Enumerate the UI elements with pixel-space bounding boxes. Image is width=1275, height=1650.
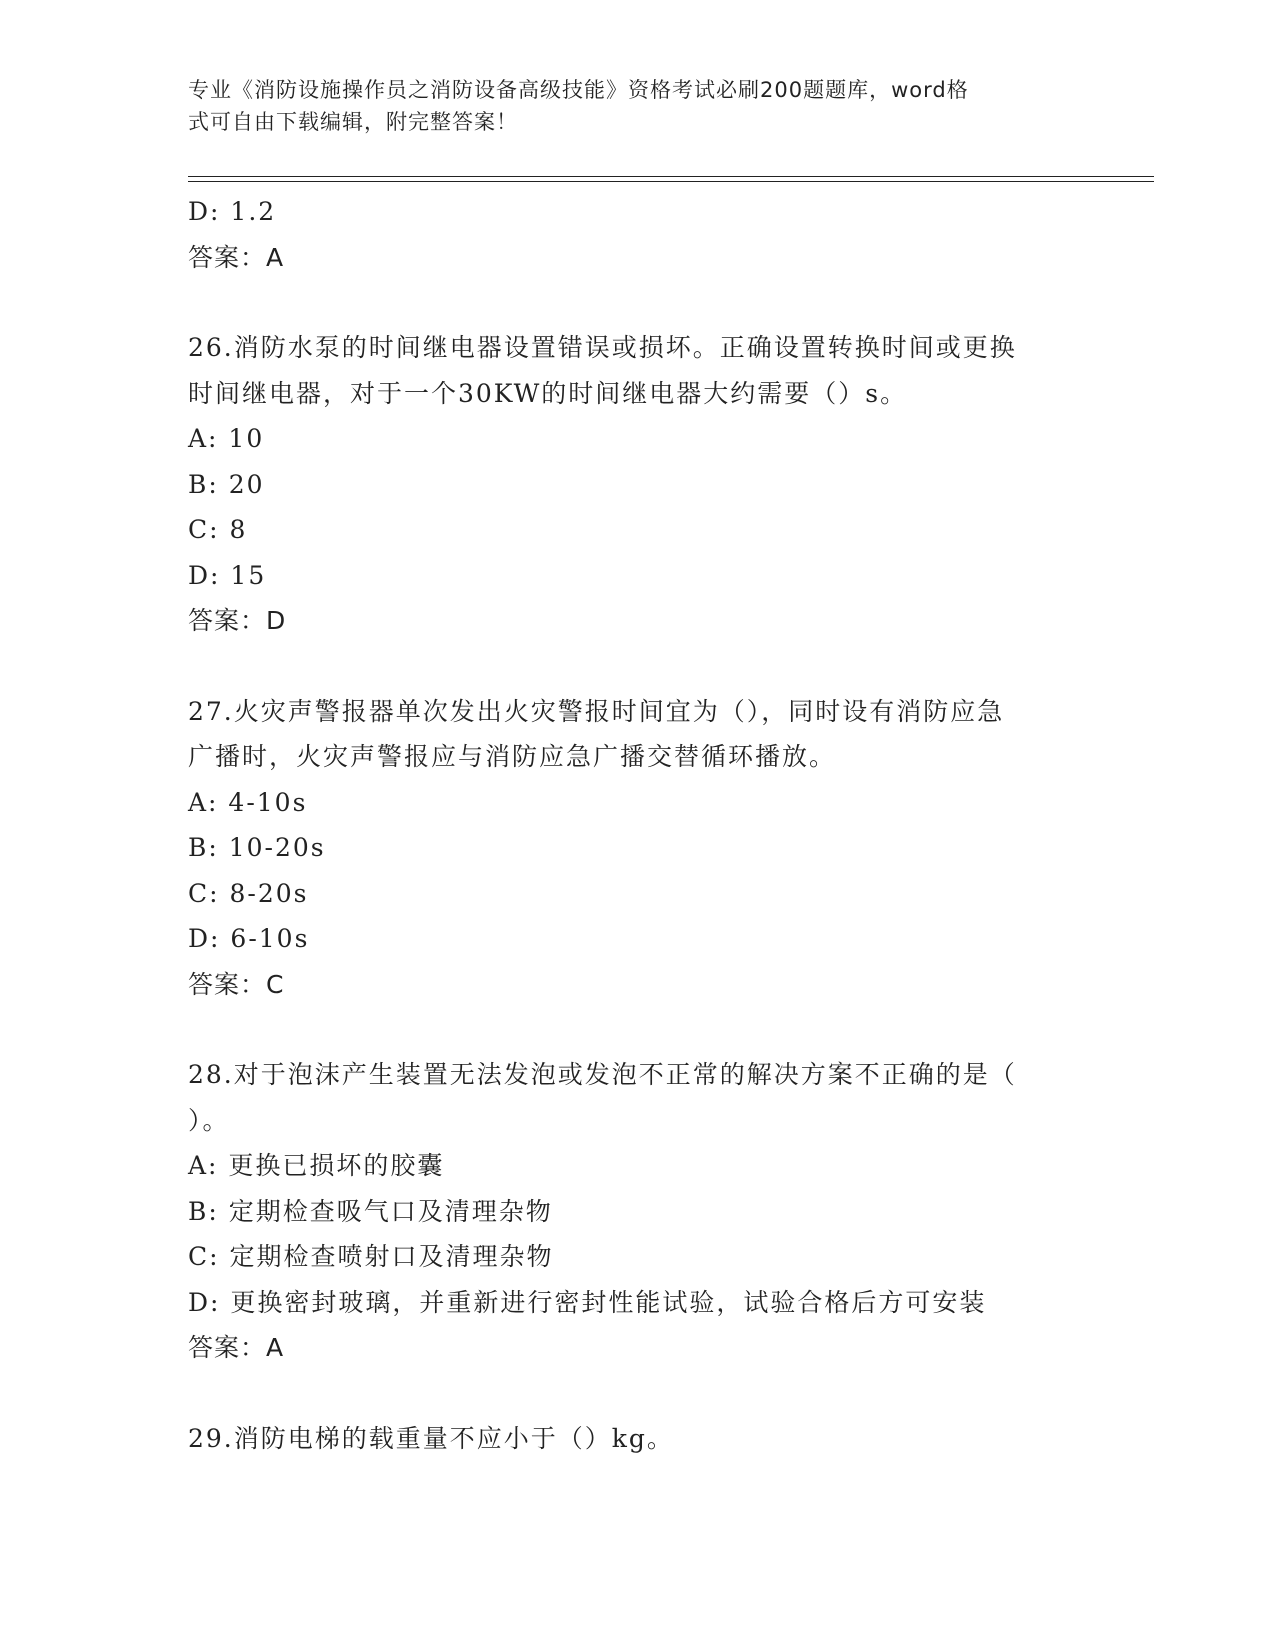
header-rule-bottom (188, 181, 1154, 182)
question-stem-line: 时间继电器，对于一个30KW的时间继电器大约需要（）s。 (188, 378, 908, 408)
option-d: D: 1.2 (188, 197, 277, 226)
answer: 答案：A (188, 1333, 285, 1362)
question-27 (188, 689, 1088, 1008)
option-b: B: 20 (188, 469, 265, 499)
spacer (188, 1371, 1088, 1416)
page-header (188, 74, 1068, 138)
header-line-1: 专业《消防设施操作员之消防设备高级技能》资格考试必刷200题题库，word格 (188, 78, 969, 102)
option-c: C: 8-20s (188, 878, 309, 908)
question-29 (188, 1416, 1088, 1462)
question-stem-line: 27.火灾声警报器单次发出火灾警报时间宜为（），同时设有消防应急 (188, 696, 1005, 726)
option-a: A: 10 (188, 424, 265, 453)
option-d: D: 6-10s (188, 924, 310, 953)
option-a: A: 4-10s (188, 787, 308, 817)
answer: 答案：A (188, 242, 285, 272)
question-stem-line: 广播时，火灾声警报应与消防应急广播交替循环播放。 (188, 742, 837, 771)
option-b: B: 10-20s (188, 833, 326, 862)
spacer (188, 1007, 1088, 1052)
previous-question-tail (188, 189, 1088, 280)
spacer (188, 280, 1088, 325)
option-c: C: 定期检查喷射口及清理杂物 (188, 1242, 554, 1271)
option-b: B: 定期检查吸气口及清理杂物 (188, 1196, 553, 1226)
header-rule-top (188, 176, 1154, 177)
question-28 (188, 1052, 1088, 1371)
answer: 答案：D (188, 606, 287, 635)
option-d: D: 更换密封玻璃，并重新进行密封性能试验，试验合格后方可安装 (188, 1287, 987, 1317)
question-list (188, 189, 1088, 1461)
answer: 答案：C (188, 969, 285, 999)
question-stem-line: 29.消防电梯的载重量不应小于（）kg。 (188, 1423, 674, 1453)
question-stem-line: 28.对于泡沫产生装置无法发泡或发泡不正常的解决方案不正确的是（ (188, 1060, 1017, 1089)
question-26 (188, 325, 1088, 644)
spacer (188, 644, 1088, 689)
question-stem-line: ）。 (188, 1105, 230, 1135)
option-a: A: 更换已损坏的胶囊 (188, 1151, 445, 1180)
question-stem-line: 26.消防水泵的时间继电器设置错误或损坏。正确设置转换时间或更换 (188, 333, 1017, 362)
header-line-2: 式可自由下载编辑，附完整答案！ (188, 110, 518, 134)
option-d: D: 15 (188, 560, 267, 590)
option-c: C: 8 (188, 515, 248, 544)
